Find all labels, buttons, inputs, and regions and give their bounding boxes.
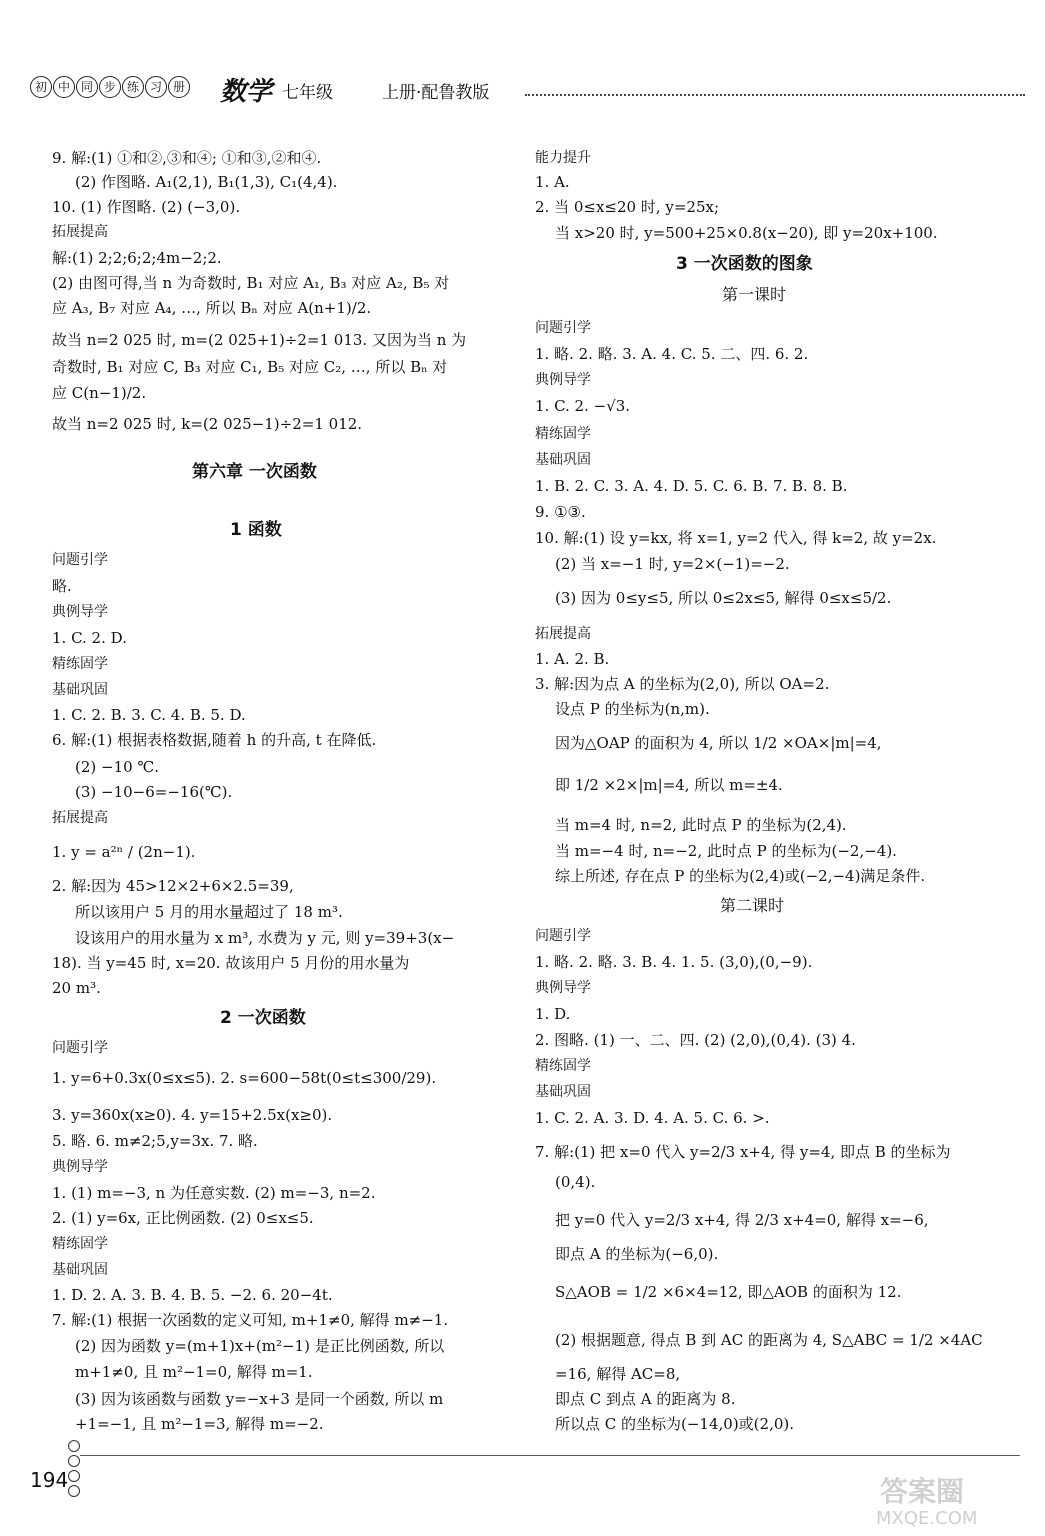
answer-line: (2) 作图略. A₁(2,1), B₁(1,3), C₁(4,4). [75,173,338,191]
answer-line: (3) 因为该函数与函数 y=−x+3 是同一个函数, 所以 m [75,1390,444,1408]
section-heading: 精练固学 [535,1058,591,1074]
answer-line: 设该用户的用水量为 x m³, 水费为 y 元, 则 y=39+3(x− [75,929,455,947]
grade-label: 七年级 [282,83,333,103]
answer-line: 略. [52,577,72,595]
answer-line: m+1≠0, 且 m²−1=0, 解得 m=1. [75,1363,313,1381]
answer-line: 6. 解:(1) 根据表格数据,随着 h 的升高, t 在降低. [52,731,377,749]
answer-line: 1. C. 2. D. [52,629,127,647]
section-heading: 第二课时 [720,896,785,915]
answer-line: 奇数时, B₁ 对应 C, B₃ 对应 C₁, B₅ 对应 C₂, …, 所以 Bₙ 对 [52,358,448,376]
section-heading: 问题引学 [52,552,108,568]
series-char: 步 [99,76,121,98]
answer-line: (2) −10 ℃. [75,758,159,776]
answer-line: +1=−1, 且 m²−1=3, 解得 m=−2. [75,1415,324,1433]
footer-rule [80,1455,1020,1456]
answer-line: 所以点 C 的坐标为(−14,0)或(2,0). [555,1415,795,1433]
section-heading: 基础巩固 [52,1262,108,1278]
answer-line: 综上所述, 存在点 P 的坐标为(2,4)或(−2,−4)满足条件. [555,867,926,885]
section-heading: 典例导学 [535,372,591,388]
answer-line: 1. D. [535,1005,571,1023]
answer-line: S△AOB = 1/2 ×6×4=12, 即△AOB 的面积为 12. [555,1283,902,1301]
answer-line: 即点 C 到点 A 的距离为 8. [555,1390,736,1408]
answer-line: 1. A. 2. B. [535,650,610,668]
section-heading: 拓展提高 [535,626,591,642]
answer-line: 因为△OAP 的面积为 4, 所以 1/2 ×OA×|m|=4, [555,734,882,752]
answer-line: 2. (1) y=6x, 正比例函数. (2) 0≤x≤5. [52,1209,314,1227]
answer-line: 当 m=4 时, n=2, 此时点 P 的坐标为(2,4). [555,816,847,834]
answer-line: 把 y=0 代入 y=2/3 x+4, 得 2/3 x+4=0, 解得 x=−6, [555,1211,929,1229]
watermark-url: MXQE.COM [876,1508,978,1529]
answer-line: 所以该用户 5 月的用水量超过了 18 m³. [75,903,343,921]
section-heading: 基础巩固 [52,682,108,698]
answer-line: 2. 图略. (1) 一、二、四. (2) (2,0),(0,4). (3) 4. [535,1031,856,1049]
answer-line: (2) 当 x=−1 时, y=2×(−1)=−2. [555,555,790,573]
section-title: 第六章 一次函数 [192,462,317,482]
page-header [30,74,1020,108]
answer-line: 3. y=360x(x≥0). 4. y=15+2.5x(x≥0). [52,1106,333,1124]
answer-line: 1. C. 2. −√3. [535,397,631,415]
answer-line: 1. 略. 2. 略. 3. A. 4. C. 5. 二、四. 6. 2. [535,345,809,363]
series-char: 初 [30,76,52,98]
series-char: 练 [122,76,144,98]
section-heading: 基础巩固 [535,452,591,468]
section-heading: 第一课时 [722,285,787,304]
series-char: 册 [168,76,190,98]
answer-line: (0,4). [555,1173,596,1191]
answer-line: 故当 n=2 025 时, k=(2 025−1)÷2=1 012. [52,415,363,433]
answer-line: 当 m=−4 时, n=−2, 此时点 P 的坐标为(−2,−4). [555,842,897,860]
answer-line: 2. 当 0≤x≤20 时, y=25x; [535,198,720,216]
answer-line: 1. y = a²ⁿ / (2n−1). [52,843,196,861]
answer-line: 应 A₃, B₇ 对应 A₄, …, 所以 Bₙ 对应 A(n+1)/2. [52,299,372,317]
header-dotted-rule [525,94,1025,96]
answer-line: (3) 因为 0≤y≤5, 所以 0≤2x≤5, 解得 0≤x≤5/2. [555,589,892,607]
answer-line: =16, 解得 AC=8, [555,1365,681,1383]
answer-line: 1. C. 2. A. 3. D. 4. A. 5. C. 6. >. [535,1109,770,1127]
section-heading: 精练固学 [52,656,108,672]
answer-line: 20 m³. [52,979,101,997]
answer-line: 设点 P 的坐标为(n,m). [555,700,710,718]
series-char: 同 [76,76,98,98]
answer-line: 1. C. 2. B. 3. C. 4. B. 5. D. [52,706,246,724]
section-heading: 基础巩固 [535,1084,591,1100]
answer-line: 1. y=6+0.3x(0≤x≤5). 2. s=600−58t(0≤t≤300/29). [52,1069,437,1087]
answer-line: 2. 解:因为 45>12×2+6×2.5=39, [52,877,294,895]
answer-line: 当 x>20 时, y=500+25×0.8(x−20), 即 y=20x+100. [555,224,938,242]
watermark-logo: 答案圈 [880,1475,965,1508]
section-title: 2 一次函数 [220,1008,306,1028]
spiral-binding-icon [68,1440,80,1500]
series-char: 中 [53,76,75,98]
section-heading: 精练固学 [52,1236,108,1252]
section-heading: 精练固学 [535,426,591,442]
section-heading: 典例导学 [535,980,591,996]
section-heading: 问题引学 [535,928,591,944]
answer-line: 7. 解:(1) 把 x=0 代入 y=2/3 x+4, 得 y=4, 即点 B 的坐标为 [535,1143,951,1161]
answer-line: 即点 A 的坐标为(−6,0). [555,1245,719,1263]
answer-line: 1. B. 2. C. 3. A. 4. D. 5. C. 6. B. 7. B. 8. B. [535,477,848,495]
answer-line: 9. ①③. [535,503,586,521]
section-heading: 拓展提高 [52,224,108,240]
answer-line: 1. A. [535,173,570,191]
section-title: 3 一次函数的图象 [676,254,813,274]
page-number: 194 [30,1468,69,1492]
answer-line: (2) 根据题意, 得点 B 到 AC 的距离为 4, S△ABC = 1/2 ×4AC [555,1331,983,1349]
subject-title: 数学 [220,77,273,107]
section-heading: 拓展提高 [52,810,108,826]
section-heading: 问题引学 [535,320,591,336]
answer-line: (3) −10−6=−16(℃). [75,783,233,801]
answer-line: 7. 解:(1) 根据一次函数的定义可知, m+1≠0, 解得 m≠−1. [52,1311,449,1329]
answer-line: 故当 n=2 025 时, m=(2 025+1)÷2=1 013. 又因为当 n 为 [52,331,467,349]
answer-line: 即 1/2 ×2×|m|=4, 所以 m=±4. [555,776,783,794]
series-title [30,76,191,98]
answer-line: 9. 解:(1) ①和②,③和④; ①和③,②和④. [52,149,322,167]
answer-line: 18). 当 y=45 时, x=20. 故该用户 5 月份的用水量为 [52,954,410,972]
answer-line: 解:(1) 2;2;6;2;4m−2;2. [52,249,222,267]
answer-line: 应 C(n−1)/2. [52,384,147,402]
answer-line: (2) 由图可得,当 n 为奇数时, B₁ 对应 A₁, B₃ 对应 A₂, B₅ 对 [52,274,450,292]
answer-line: 10. 解:(1) 设 y=kx, 将 x=1, y=2 代入, 得 k=2, 故 y=2x. [535,529,937,547]
series-char: 习 [145,76,167,98]
section-heading: 典例导学 [52,1159,108,1175]
section-heading: 问题引学 [52,1040,108,1056]
section-heading: 典例导学 [52,604,108,620]
answer-line: 1. (1) m=−3, n 为任意实数. (2) m=−3, n=2. [52,1184,376,1202]
section-title: 1 函数 [230,520,282,540]
answer-line: 10. (1) 作图略. (2) (−3,0). [52,198,241,216]
edition-label: 上册·配鲁教版 [382,83,490,103]
answer-line: 1. 略. 2. 略. 3. B. 4. 1. 5. (3,0),(0,−9). [535,953,813,971]
answer-line: 1. D. 2. A. 3. B. 4. B. 5. −2. 6. 20−4t. [52,1286,333,1304]
answer-line: (2) 因为函数 y=(m+1)x+(m²−1) 是正比例函数, 所以 [75,1337,445,1355]
section-heading: 能力提升 [535,150,591,166]
answer-line: 5. 略. 6. m≠2;5,y=3x. 7. 略. [52,1132,258,1150]
answer-line: 3. 解:因为点 A 的坐标为(2,0), 所以 OA=2. [535,675,830,693]
